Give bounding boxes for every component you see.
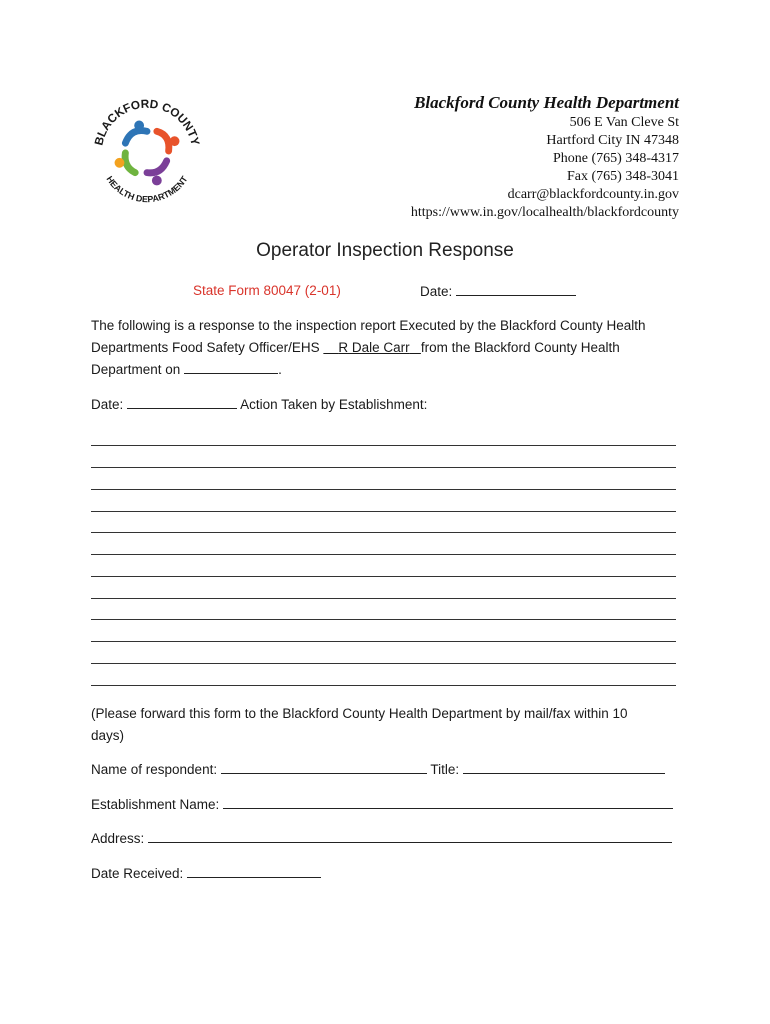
address-field[interactable] <box>148 830 672 843</box>
logo-text-bottom: HEALTH DEPARTMENT <box>104 174 190 205</box>
form-title: Operator Inspection Response <box>256 240 514 261</box>
establishment-field[interactable] <box>223 796 673 809</box>
inspection-date-field[interactable] <box>184 361 278 374</box>
date-received-field[interactable] <box>187 865 321 878</box>
email: dcarr@blackfordcounty.in.gov <box>507 187 679 202</box>
title-label: Title: <box>430 762 460 777</box>
respondent-field[interactable] <box>221 761 427 774</box>
action-row <box>91 396 427 412</box>
respondent-label: Name of respondent: <box>91 762 218 777</box>
forward-note-line-2: days) <box>91 728 125 743</box>
header-date-field[interactable] <box>456 283 576 296</box>
intro-paragraph <box>91 315 681 381</box>
action-line[interactable] <box>91 467 676 468</box>
svg-text:HEALTH DEPARTMENT <box>104 174 189 204</box>
action-line[interactable] <box>91 641 676 642</box>
phone: Phone (765) 348-4317 <box>553 151 679 166</box>
fax: Fax (765) 348-3041 <box>567 169 679 184</box>
forward-note-line-1: (Please forward this form to the Blackford County Health Department by mail/fax within 10 <box>91 706 628 721</box>
establishment-row <box>91 796 673 812</box>
action-line[interactable] <box>91 445 676 446</box>
date-received-row <box>91 865 321 881</box>
action-line[interactable] <box>91 511 676 512</box>
action-date-field[interactable] <box>127 396 237 409</box>
org-name: Blackford County Health Department <box>414 93 679 112</box>
address-street: 506 E Van Cleve St <box>569 115 679 130</box>
action-line[interactable] <box>91 663 676 664</box>
header-date <box>420 283 576 299</box>
establishment-label: Establishment Name: <box>91 797 220 812</box>
action-line[interactable] <box>91 554 676 555</box>
state-form-number: State Form 80047 (2-01) <box>193 283 341 298</box>
intro-line-1: The following is a response to the inspection report Executed by the Blackford County Health <box>91 318 646 333</box>
action-label: Action Taken by Establishment: <box>240 397 428 412</box>
officer-name[interactable]: R Dale Carr <box>338 340 410 355</box>
date-received-label: Date Received: <box>91 866 184 881</box>
county-logo <box>88 92 206 210</box>
action-date-label: Date: <box>91 397 124 412</box>
respondent-row <box>91 761 665 777</box>
action-line[interactable] <box>91 489 676 490</box>
action-line[interactable] <box>91 598 676 599</box>
forward-note <box>91 703 681 747</box>
action-line[interactable] <box>91 576 676 577</box>
svg-text:BLACKFORD COUNTY <box>91 97 202 147</box>
action-line[interactable] <box>91 532 676 533</box>
logo-figures-icon <box>115 121 180 186</box>
action-line[interactable] <box>91 685 676 686</box>
address-label: Address: <box>91 831 145 846</box>
address-city: Hartford City IN 47348 <box>546 133 679 148</box>
intro-line-3: Department on . <box>91 362 282 377</box>
logo-text-top: BLACKFORD COUNTY <box>91 96 203 147</box>
address-row <box>91 830 672 846</box>
website: https://www.in.gov/localhealth/blackfordcounty <box>410 205 679 220</box>
title-field[interactable] <box>463 761 665 774</box>
intro-line-2: Departments Food Safety Officer/EHS R Dale Carr from the Blackford County Health <box>91 340 620 355</box>
action-line[interactable] <box>91 619 676 620</box>
header-date-label: Date: <box>420 284 453 299</box>
